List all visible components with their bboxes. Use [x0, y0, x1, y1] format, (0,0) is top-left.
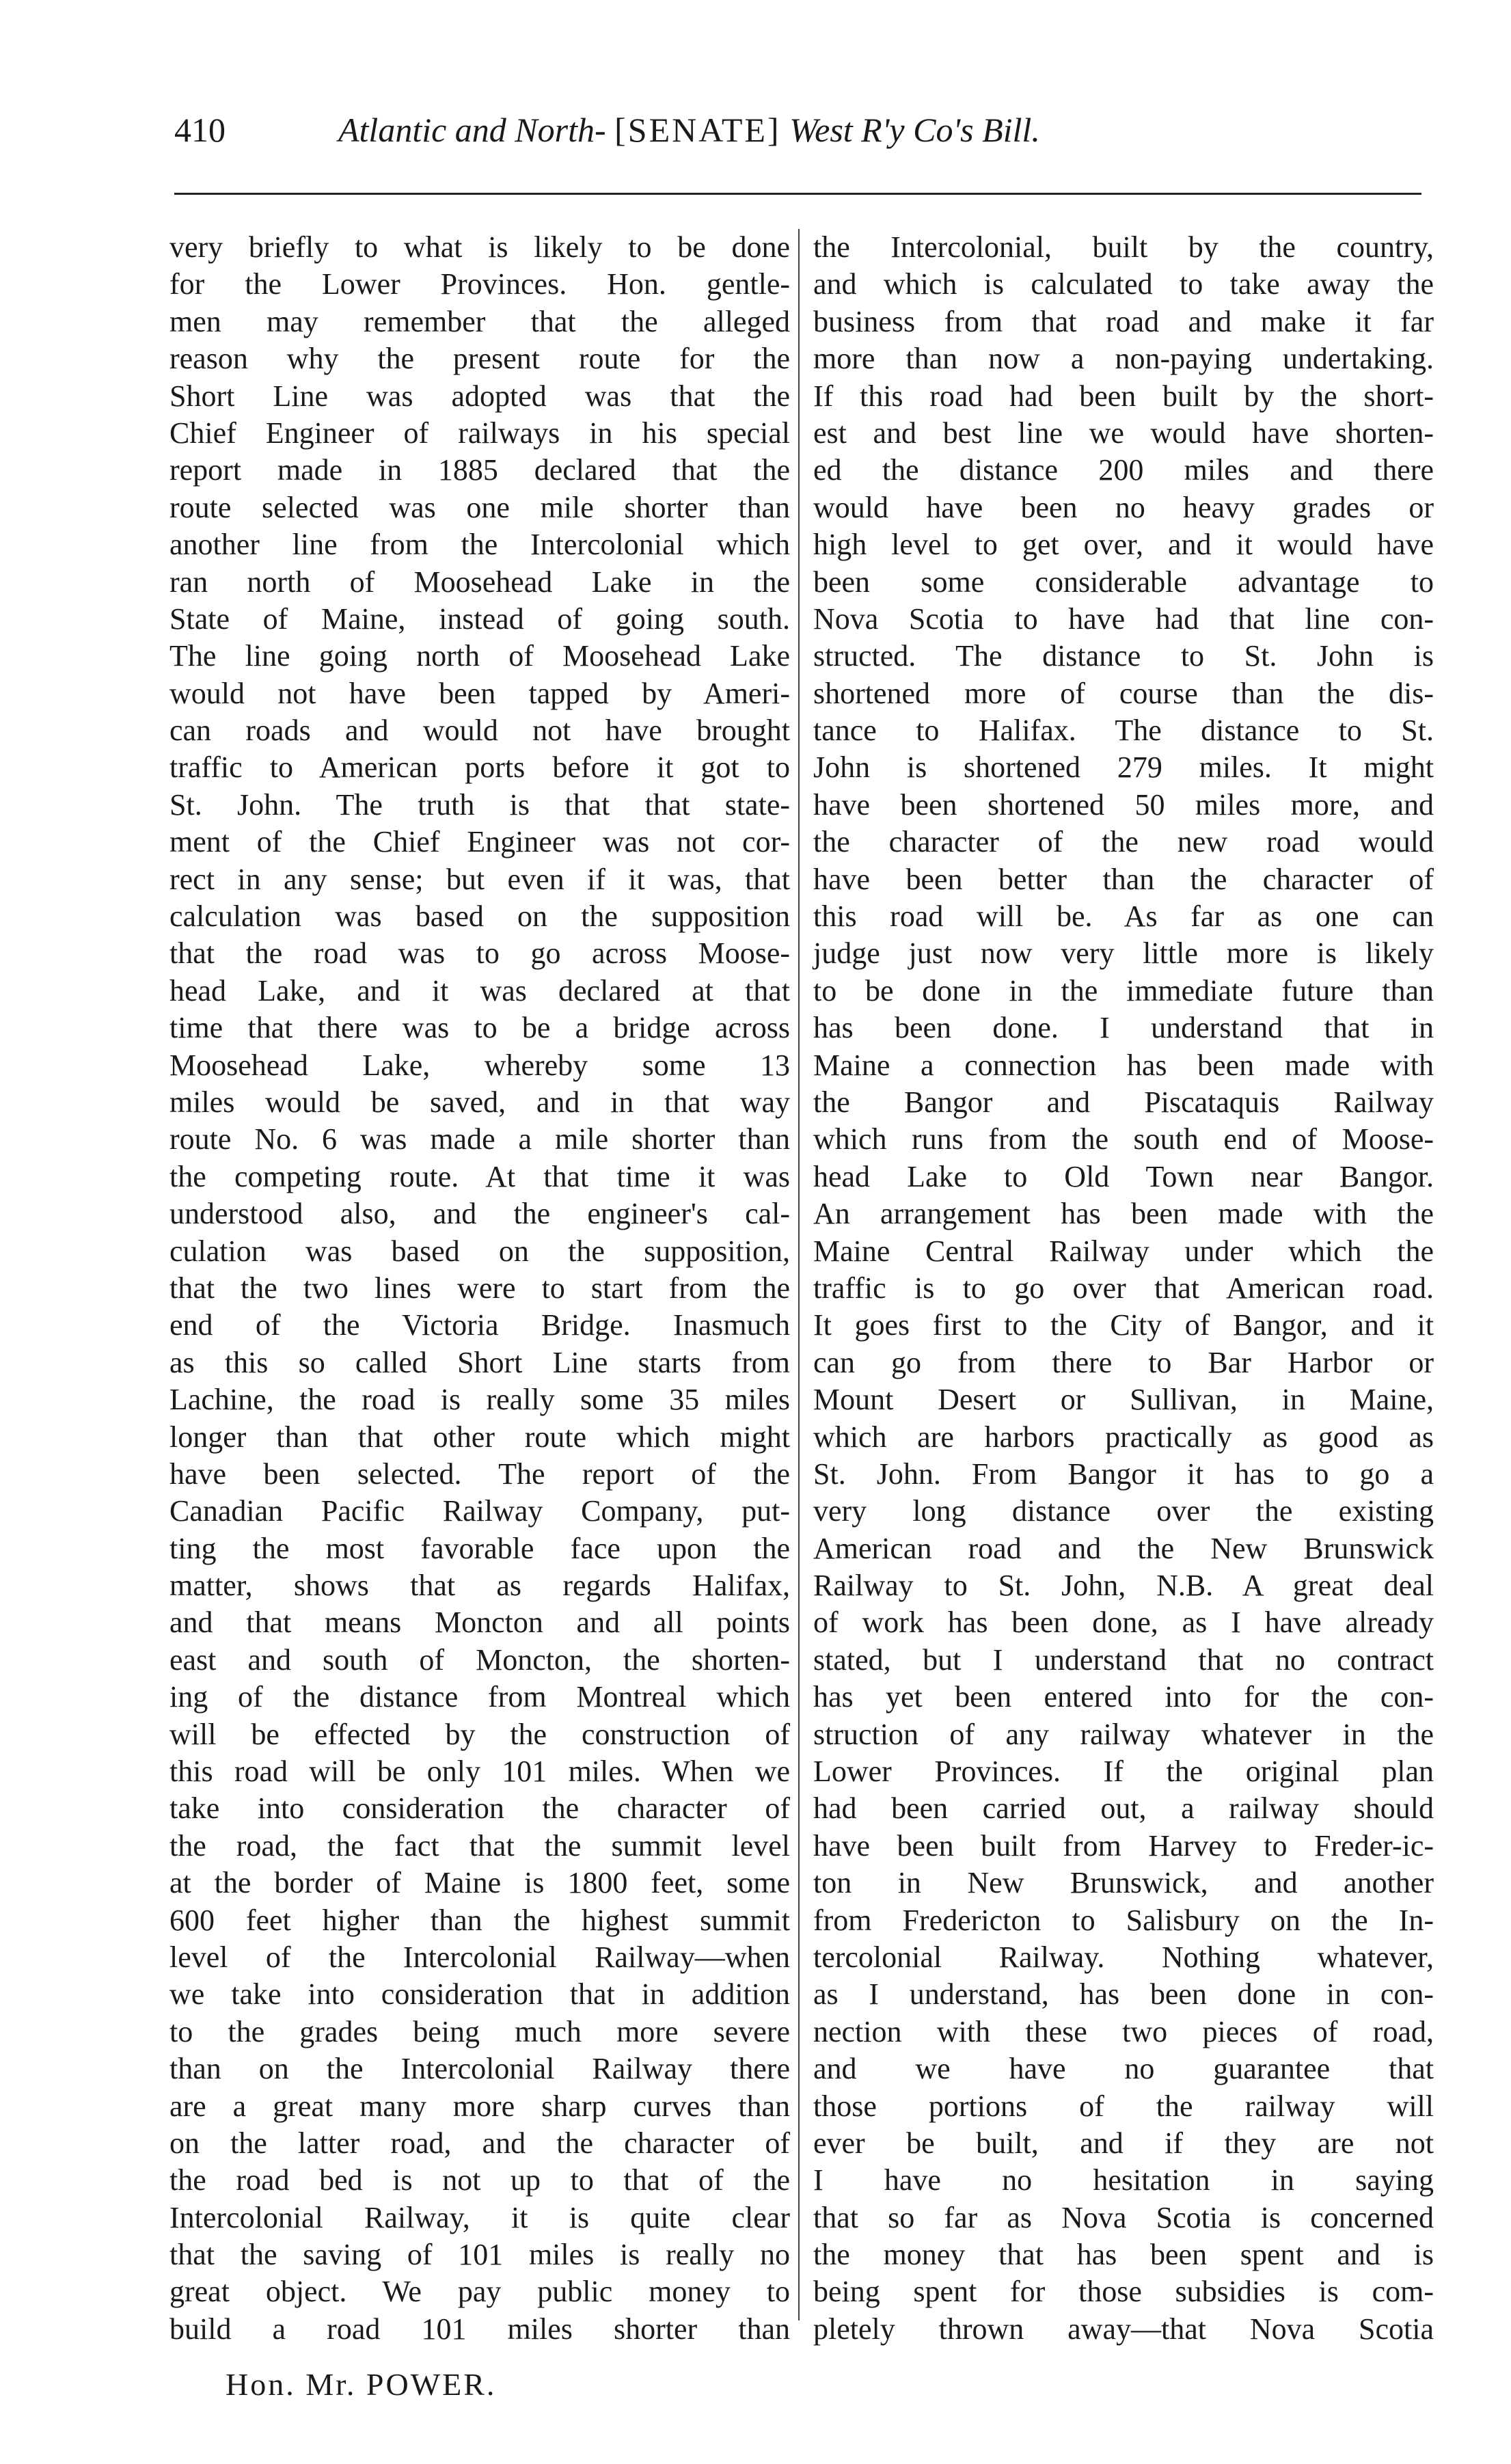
text-line: we take into consideration that in addition [169, 1977, 790, 2012]
text-line: route No. 6 was made a mile shorter than [169, 1122, 790, 1156]
text-line: that the road was to go across Moose- [169, 936, 790, 971]
text-line: the money that has been spent and is [813, 2238, 1434, 2272]
text-line: calculation was based on the supposition [169, 899, 790, 934]
text-line: than on the Intercolonial Railway there [169, 2052, 790, 2086]
text-line: ting the most favorable face upon the [169, 1531, 790, 1565]
text-line: Railway to St. John, N.B. A great deal [813, 1569, 1434, 1603]
text-line: more than now a non-paying undertaking. [813, 342, 1434, 376]
text-line: for the Lower Provinces. Hon. gentle- [169, 267, 790, 301]
text-line: that the two lines were to start from the [169, 1271, 790, 1305]
running-head [174, 103, 1421, 157]
text-line: have been built from Harvey to Freder-ic- [813, 1828, 1434, 1863]
text-line: have been shortened 50 miles more, and [813, 787, 1434, 822]
text-line: being spent for those subsidies is com- [813, 2275, 1434, 2309]
text-line: those portions of the railway will [813, 2089, 1434, 2123]
text-line: Moosehead Lake, whereby some 13 [169, 1048, 790, 1082]
text-line: culation was based on the supposition, [169, 1234, 790, 1268]
title-right: West R'y Co's Bill. [789, 111, 1040, 149]
text-line: has yet been entered into for the con- [813, 1680, 1434, 1714]
text-line: can go from there to Bar Harbor or [813, 1345, 1434, 1379]
text-line: est and best line we would have shorten- [813, 416, 1434, 450]
text-line: can roads and would not have brought [169, 714, 790, 748]
text-line: men may remember that the alleged [169, 304, 790, 338]
text-line: John is shortened 279 miles. It might [813, 750, 1434, 785]
text-line: ever be built, and if they are not [813, 2126, 1434, 2160]
column-divider [798, 229, 800, 2320]
text-line: ing of the distance from Montreal which [169, 1680, 790, 1714]
text-line: An arrangement has been made with the [813, 1197, 1434, 1231]
title-center: [SENATE] [614, 111, 781, 149]
text-line: struction of any railway whatever in the [813, 1717, 1434, 1751]
text-line: the character of the new road would [813, 825, 1434, 859]
text-line: at the border of Maine is 1800 feet, some [169, 1866, 790, 1900]
text-line: had been carried out, a railway should [813, 1791, 1434, 1826]
text-line: tercolonial Railway. Nothing whatever, [813, 1940, 1434, 1974]
speaker-footer: Hon. Mr. POWER. [226, 2367, 497, 2402]
text-line: the road, the fact that the summit level [169, 1828, 790, 1863]
text-line: have been selected. The report of the [169, 1457, 790, 1491]
text-line: has been done. I understand that in [813, 1011, 1434, 1045]
text-line: It goes first to the City of Bangor, and it [813, 1308, 1434, 1342]
text-line: end of the Victoria Bridge. Inasmuch [169, 1308, 790, 1342]
title-left: Atlantic and North- [338, 111, 606, 149]
left-column [169, 229, 790, 2348]
text-line: east and south of Moncton, the shorten- [169, 1642, 790, 1677]
text-line: and that means Moncton and all points [169, 1606, 790, 1640]
text-line: Nova Scotia to have had that line con- [813, 601, 1434, 636]
text-line: another line from the Intercolonial which [169, 528, 790, 562]
text-line: the Intercolonial, built by the country, [813, 230, 1434, 264]
text-line: traffic to American ports before it got to [169, 750, 790, 785]
text-line: as I understand, has been done in con- [813, 1977, 1434, 2012]
text-line: been some considerable advantage to [813, 565, 1434, 599]
text-line: St. John. The truth is that that state- [169, 787, 790, 822]
text-line: and which is calculated to take away the [813, 267, 1434, 301]
text-line: Mount Desert or Sullivan, in Maine, [813, 1383, 1434, 1417]
text-line: build a road 101 miles shorter than [169, 2312, 790, 2346]
text-line: Intercolonial Railway, it is quite clear [169, 2200, 790, 2234]
text-line: Canadian Pacific Railway Company, put- [169, 1494, 790, 1528]
header-rule [174, 193, 1421, 195]
text-line: I have no hesitation in saying [813, 2163, 1434, 2197]
text-line: have been better than the character of [813, 862, 1434, 896]
text-line: that the saving of 101 miles is really no [169, 2238, 790, 2272]
text-line: traffic is to go over that American road. [813, 1271, 1434, 1305]
text-line: Maine Central Railway under which the [813, 1234, 1434, 1268]
text-line: head Lake to Old Town near Bangor. [813, 1159, 1434, 1193]
text-line: great object. We pay public money to [169, 2275, 790, 2309]
text-line: to be done in the immediate future than [813, 973, 1434, 1007]
text-line: which runs from the south end of Moose- [813, 1122, 1434, 1156]
text-line: time that there was to be a bridge across [169, 1011, 790, 1045]
text-line: will be effected by the construction of [169, 1717, 790, 1751]
text-line: and we have no guarantee that [813, 2052, 1434, 2086]
text-line: this road will be. As far as one can [813, 899, 1434, 934]
text-line: nection with these two pieces of road, [813, 2014, 1434, 2048]
text-line: the Bangor and Piscataquis Railway [813, 1085, 1434, 1119]
text-line: pletely thrown away—that Nova Scotia [813, 2312, 1434, 2346]
text-line: would not have been tapped by Ameri- [169, 676, 790, 710]
text-line: that so far as Nova Scotia is concerned [813, 2200, 1434, 2234]
text-line: tance to Halifax. The distance to St. [813, 714, 1434, 748]
text-line: If this road had been built by the short- [813, 379, 1434, 413]
text-line: from Fredericton to Salisbury on the In- [813, 1903, 1434, 1937]
text-line: St. John. From Bangor it has to go a [813, 1457, 1434, 1491]
text-line: high level to get over, and it would have [813, 528, 1434, 562]
text-line: shortened more of course than the dis- [813, 676, 1434, 710]
text-line: this road will be only 101 miles. When we [169, 1755, 790, 1789]
page-number: 410 [174, 111, 226, 149]
text-line: very long distance over the existing [813, 1494, 1434, 1528]
text-line: structed. The distance to St. John is [813, 639, 1434, 673]
text-line: are a great many more sharp curves than [169, 2089, 790, 2123]
text-line: of work has been done, as I have already [813, 1606, 1434, 1640]
text-line: Lachine, the road is really some 35 miles [169, 1383, 790, 1417]
text-line: Lower Provinces. If the original plan [813, 1755, 1434, 1789]
text-line: reason why the present route for the [169, 342, 790, 376]
text-line: to the grades being much more severe [169, 2014, 790, 2048]
text-line: miles would be saved, and in that way [169, 1085, 790, 1119]
text-line: the road bed is not up to that of the [169, 2163, 790, 2197]
text-line: the competing route. At that time it was [169, 1159, 790, 1193]
text-line: as this so called Short Line starts from [169, 1345, 790, 1379]
text-line: rect in any sense; but even if it was, that [169, 862, 790, 896]
text-line: level of the Intercolonial Railway—when [169, 1940, 790, 1974]
text-line: Maine a connection has been made with [813, 1048, 1434, 1082]
text-line: understood also, and the engineer's cal- [169, 1197, 790, 1231]
text-line: matter, shows that as regards Halifax, [169, 1569, 790, 1603]
text-line: Chief Engineer of railways in his special [169, 416, 790, 450]
text-line: State of Maine, instead of going south. [169, 601, 790, 636]
text-line: ed the distance 200 miles and there [813, 453, 1434, 487]
text-line: very briefly to what is likely to be done [169, 230, 790, 264]
running-title [338, 103, 1040, 157]
text-line: business from that road and make it far [813, 304, 1434, 338]
text-line: ment of the Chief Engineer was not cor- [169, 825, 790, 859]
text-line: take into consideration the character of [169, 1791, 790, 1826]
text-line: Short Line was adopted was that the [169, 379, 790, 413]
text-line: head Lake, and it was declared at that [169, 973, 790, 1007]
right-column [813, 229, 1434, 2348]
text-line: route selected was one mile shorter than [169, 490, 790, 524]
text-line: longer than that other route which might [169, 1420, 790, 1454]
text-line: judge just now very little more is likely [813, 936, 1434, 971]
text-line: The line going north of Moosehead Lake [169, 639, 790, 673]
text-line: on the latter road, and the character of [169, 2126, 790, 2160]
text-line: 600 feet higher than the highest summit [169, 1903, 790, 1937]
text-line: ran north of Moosehead Lake in the [169, 565, 790, 599]
text-line: stated, but I understand that no contract [813, 1642, 1434, 1677]
text-line: which are harbors practically as good as [813, 1420, 1434, 1454]
text-line: American road and the New Brunswick [813, 1531, 1434, 1565]
text-line: ton in New Brunswick, and another [813, 1866, 1434, 1900]
text-line: would have been no heavy grades or [813, 490, 1434, 524]
text-line: report made in 1885 declared that the [169, 453, 790, 487]
